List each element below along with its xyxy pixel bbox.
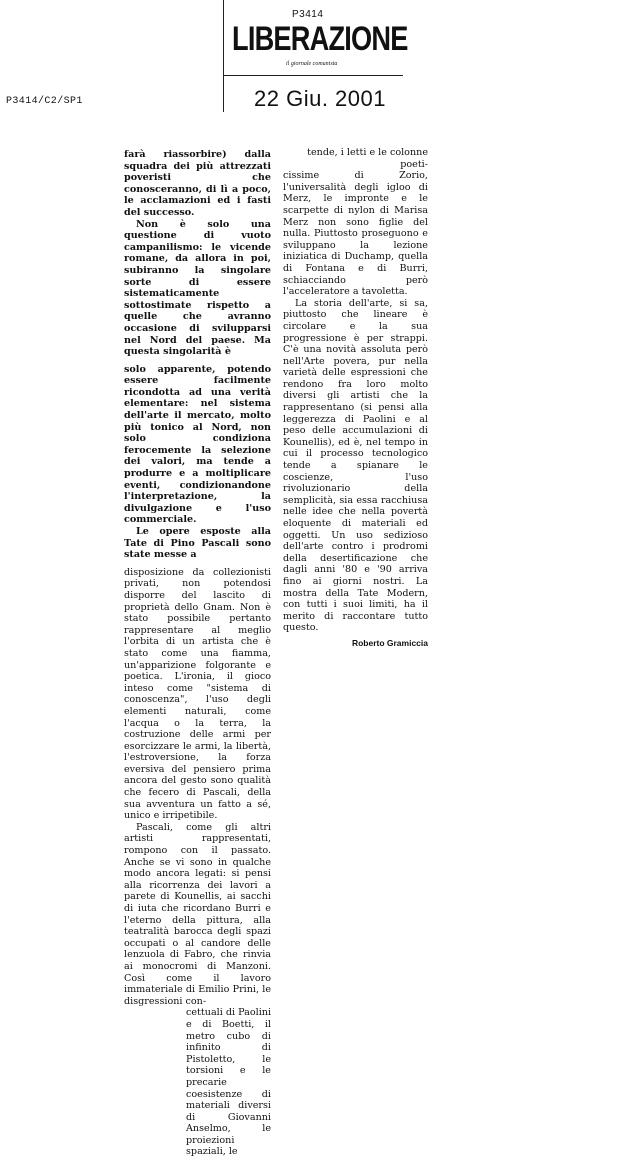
paragraph: Pascali, come gli altri artisti rappresentati, rompono con il passato. Anche se vi sono in qualche modo ancora legati: si pensi alla ricorrenza dei lavori a parete di Kounellis, ai sacchi di iuta che ricordano Burri e l'eterno della pittura, alla teatralità barocca degli spazi occupati o al candore delle lenzuola di Fabro, che rinvia ai monocromi di Manzoni. Così come il lavoro immateriale di Emilio Prini, le disgressioni con- xyxy=(124,821,271,1007)
article-author: Roberto Gramiccia xyxy=(351,637,428,648)
page-code-top: P3414 xyxy=(292,9,324,20)
paragraph-tail: cettuali di Paolini e di Boetti, il metro cubo di infinito di Pistoletto, le torsioni e le precarie coesistenze di materiali diversi di Giovanni Anselmo, le proiezioni spaziali, le xyxy=(186,1007,272,1158)
paragraph: cissime di Zorio, l'universalità degli igloo di Merz, le impronte e le scarpette di nylon di Marisa Merz non sono figlie del nulla. Piuttosto proseguono e sviluppano la lezione iniziatica di Duchamp, quella di Fontana e di Burri, schiacciando però l'acceleratore a tavoletta. xyxy=(283,170,428,298)
article-column-1 xyxy=(124,149,271,1158)
paragraph-lead: tende, i letti e le colonne poeti- xyxy=(307,147,428,170)
paragraph: farà riassorbire) dalla squadra dei più attrezzati poveristi che conosceranno, di lì a poco, le acclamazioni ed i fasti del successo. xyxy=(124,149,271,218)
article-column-2 xyxy=(283,147,428,650)
page-code-left: P3414/C2/SP1 xyxy=(6,96,83,107)
paragraph: La storia dell'arte, si sa, piuttosto che lineare è circolare e la sua progressione è per strappi. C'è una novità assoluta però nell'Arte povera, pur nella varietà delle espressioni che rendono fra loro molto diversi gli artisti che la rappresentano (si pensi alla leggerezza di Paolini e al peso delle accumulazioni di Kounellis), ed è, nel tempo in cui il processo tecnologico tende a spianare le coscienze, l'uso rivoluzionario della semplicità, sia essa racchiusa nelle idee che nella povertà eloquente di materiali ed oggetti. Un uso sedizioso dell'arte contro i prodromi della desertificazione che dagli anni '80 e '90 arriva fino ai giorni nostri. La mostra della Tate Modern, con tutti i suoi limiti, ha il merito di raccontare tutto questo. xyxy=(283,297,428,634)
header-divider-horizontal xyxy=(223,75,403,76)
masthead-tagline: il giornale comunista xyxy=(286,61,338,67)
newspaper-masthead: LIBERAZIONE xyxy=(232,20,408,58)
publication-date: 22 Giu. 2001 xyxy=(254,86,386,111)
header-divider-vertical xyxy=(223,0,224,112)
paragraph: Non è solo una questione di vuoto campanilismo: le vicende romane, da allora in poi, subiranno la singolare sorte di essere sistematicamente sottostimate rispetto a quelle che avranno occasione di svilupparsi nel Nord del paese. Ma questa singolarità è xyxy=(124,218,271,358)
paragraph: Le opere esposte alla Tate di Pino Pascali sono state messe a xyxy=(124,526,271,561)
paragraph: solo apparente, potendo essere facilmente ricondotta ad una verità elementare: nel sistema dell'arte il mercato, molto più tonico al Nord, non solo condiziona ferocemente la selezione dei valori, ma tende a produrre e a moltiplicare eventi, condizionandone l'interpretazione, la divulgazione e l'uso commerciale. xyxy=(124,363,271,526)
paragraph: disposizione da collezionisti privati, non potendosi disporre del lascito di proprietà dello Gnam. Non è stato possibile pertanto rappresentare al meglio l'orbita di un artista che è stato come una fiamma, un'apparizione folgorante e poetica. L'ironia, il gioco inteso come "sistema di conoscenza", l'uso degli elementi naturali, come l'acqua o la terra, la costruzione delle armi per esorcizzare le armi, la libertà, l'estroversione, la forza eversiva del pensiero prima ancora del gesto sono qualità che fecero di Pascali, della sua avventura un fatto a sé, unico e irripetibile. xyxy=(124,566,271,822)
